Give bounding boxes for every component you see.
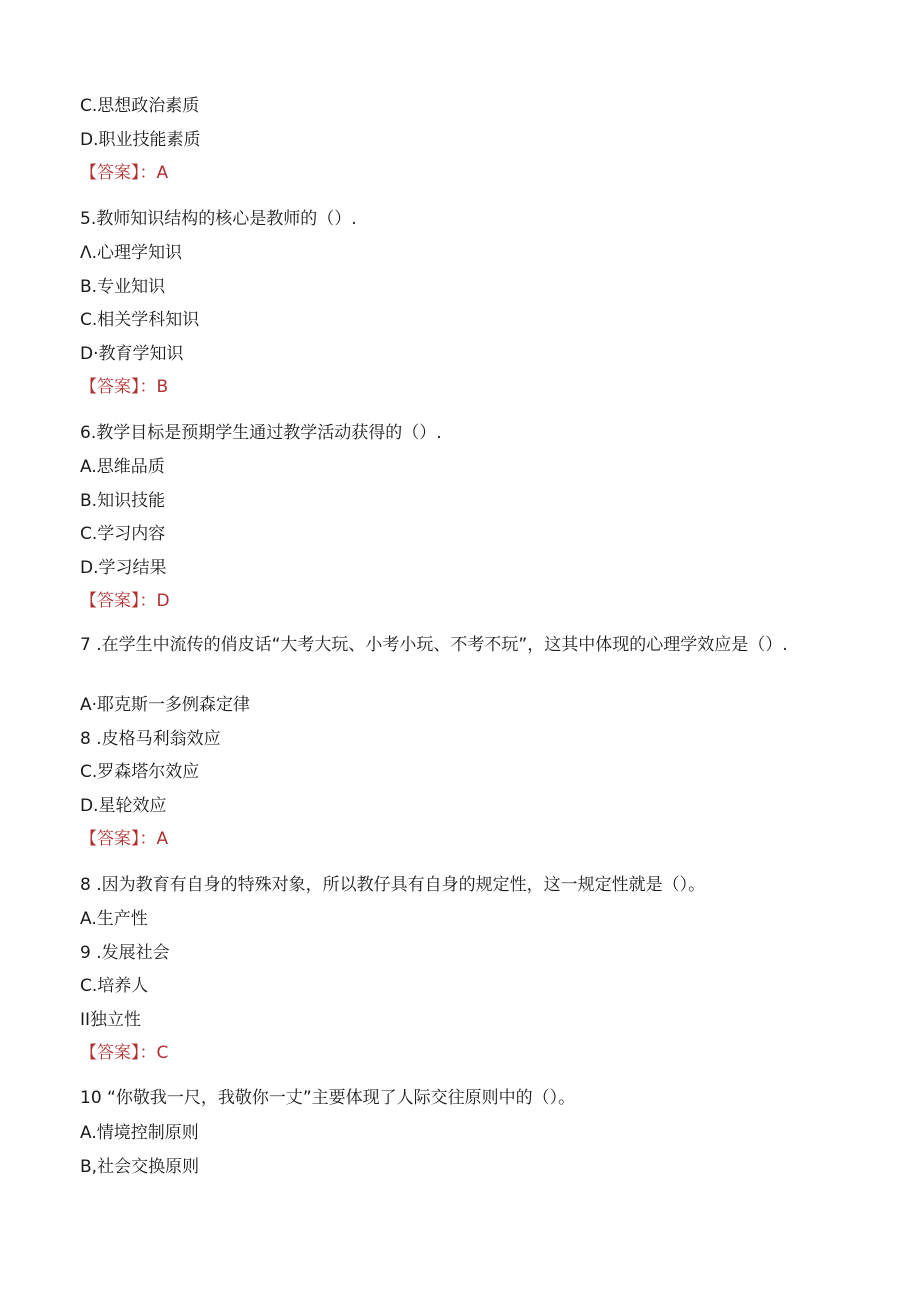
answer-line: 【答案】：C (80, 1043, 169, 1063)
option-d: II独立性 (80, 1010, 142, 1030)
option-a: Λ.心理学知识 (80, 243, 183, 263)
option-c: C.相关学科知识 (80, 310, 200, 330)
answer-line: 【答案】：D (80, 591, 170, 611)
option-d: D·教育学知识 (80, 344, 184, 364)
option-c: C.培养人 (80, 976, 149, 996)
question-10: 10 “你敬我一尺，我敬你一丈”主要体现了人际交往原则中的（）。 (80, 1088, 576, 1108)
answer-line: 【答案】：A (80, 829, 169, 849)
question-5: 5.教师知识结构的核心是教师的（）. (80, 209, 357, 229)
option-b: 9 .发展社会 (80, 943, 170, 963)
question-8: 8 .因为教育有自身的特殊对象，所以教仔具有自身的规定性，这一规定性就是（）。 (80, 875, 706, 895)
option-d: D.星轮效应 (80, 796, 167, 816)
question-6: 6.教学目标是预期学生通过教学活动获得的（）. (80, 423, 442, 443)
option-b: B,社会交换原则 (80, 1157, 200, 1177)
option-c: C.罗森塔尔效应 (80, 762, 200, 782)
option-b: B.专业知识 (80, 277, 166, 297)
option-a: A·耶克斯一多例森定律 (80, 695, 251, 715)
answer-line: 【答案】：B (80, 377, 169, 397)
option-b: 8 .皮格马利翁效应 (80, 729, 221, 749)
option-a: A.思维品质 (80, 457, 165, 477)
option-b: B.知识技能 (80, 491, 166, 511)
option-c: C.思想政治素质 (80, 96, 200, 116)
option-d: D.职业技能素质 (80, 130, 201, 150)
option-c: C.学习内容 (80, 524, 166, 544)
option-d: D.学习结果 (80, 558, 167, 578)
answer-line: 【答案】：A (80, 163, 169, 183)
option-a: A.情境控制原则 (80, 1123, 199, 1143)
option-a: A.生产性 (80, 909, 148, 929)
question-7: 7 .在学生中流传的俏皮话“大考大玩、小考小玩、不考不玩”，这其中体现的心理学效应是（）. (80, 635, 788, 655)
